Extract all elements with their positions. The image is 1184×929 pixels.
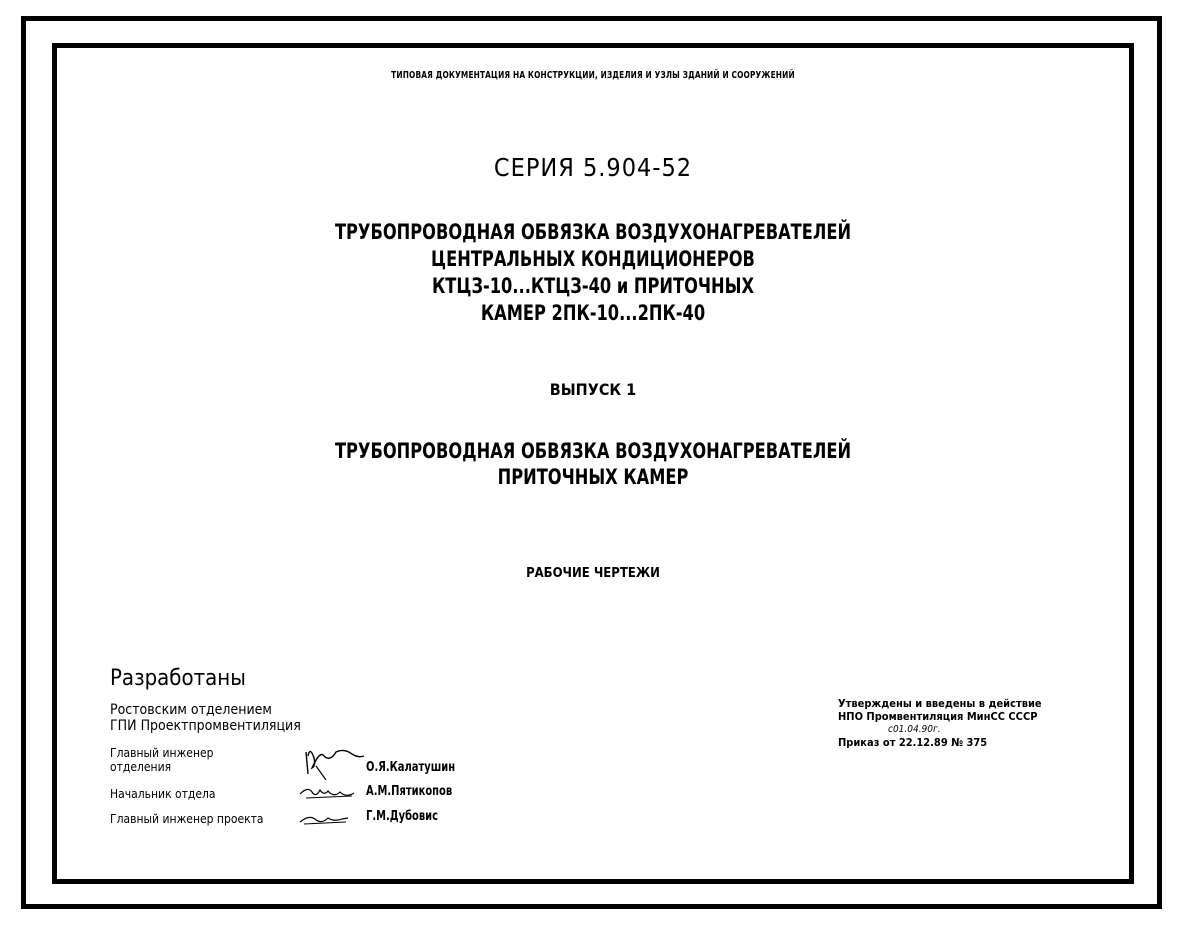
- subtitle-line-1: ТРУБОПРОВОДНАЯ ОБВЯЗКА ВОЗДУХОНАГРЕВАТЕЛЕЙ: [334, 439, 852, 463]
- title-line-2: ЦЕНТРАЛЬНЫХ КОНДИЦИОНЕРОВ: [431, 247, 755, 271]
- signatory-name-3: Г.М.Дубовис: [366, 809, 439, 824]
- title-line-3: КТЦЗ-10...КТЦЗ-40 и ПРИТОЧНЫХ: [432, 274, 754, 298]
- title-line-4: КАМЕР 2ПК-10...2ПК-40: [480, 301, 706, 325]
- developer-org-line-2: ГПИ Проектпромвентиляция: [110, 718, 301, 734]
- developed-heading: Разработаны: [110, 666, 246, 691]
- signatory-name-2: А.М.Пятикопов: [366, 784, 453, 799]
- signature-dubovis: [298, 810, 350, 828]
- approval-line-1: Утверждены и введены в действие: [838, 697, 1042, 710]
- developer-org-line-1: Ростовским отделением: [110, 702, 272, 718]
- approval-effective-date: с01.04.90г.: [888, 724, 941, 735]
- issue-number: ВЫПУСК 1: [549, 380, 637, 399]
- signatory-name-1: О.Я.Калатушин: [366, 760, 456, 775]
- document-type: РАБОЧИЕ ЧЕРТЕЖИ: [526, 566, 660, 581]
- signature-pyatikopov: [298, 784, 356, 802]
- signature-kalatushin: [296, 744, 366, 780]
- approval-order: Приказ от 22.12.89 № 375: [838, 736, 988, 749]
- developer-organization: [110, 702, 301, 734]
- signatory-role-2: Начальник отдела: [110, 787, 216, 801]
- approval-line-2: НПО Промвентиляция МинСС СССР: [838, 710, 1038, 723]
- series-number: СЕРИЯ 5.904-52: [493, 153, 693, 182]
- document-header: ТИПОВАЯ ДОКУМЕНТАЦИЯ НА КОНСТРУКЦИИ, ИЗДЕЛИЯ И УЗЛЫ ЗДАНИЙ И СООРУЖЕНИЙ: [391, 70, 795, 81]
- signatory-role-1: Главный инженер отделения: [110, 746, 214, 774]
- subtitle-line-2: ПРИТОЧНЫХ КАМЕР: [497, 465, 689, 489]
- document-title: [128, 219, 1059, 327]
- title-line-1: ТРУБОПРОВОДНАЯ ОБВЯЗКА ВОЗДУХОНАГРЕВАТЕЛЕЙ: [334, 220, 852, 244]
- document-subtitle: [128, 438, 1059, 490]
- signatory-role-3: Главный инженер проекта: [110, 812, 264, 826]
- approval-block: [838, 697, 1042, 749]
